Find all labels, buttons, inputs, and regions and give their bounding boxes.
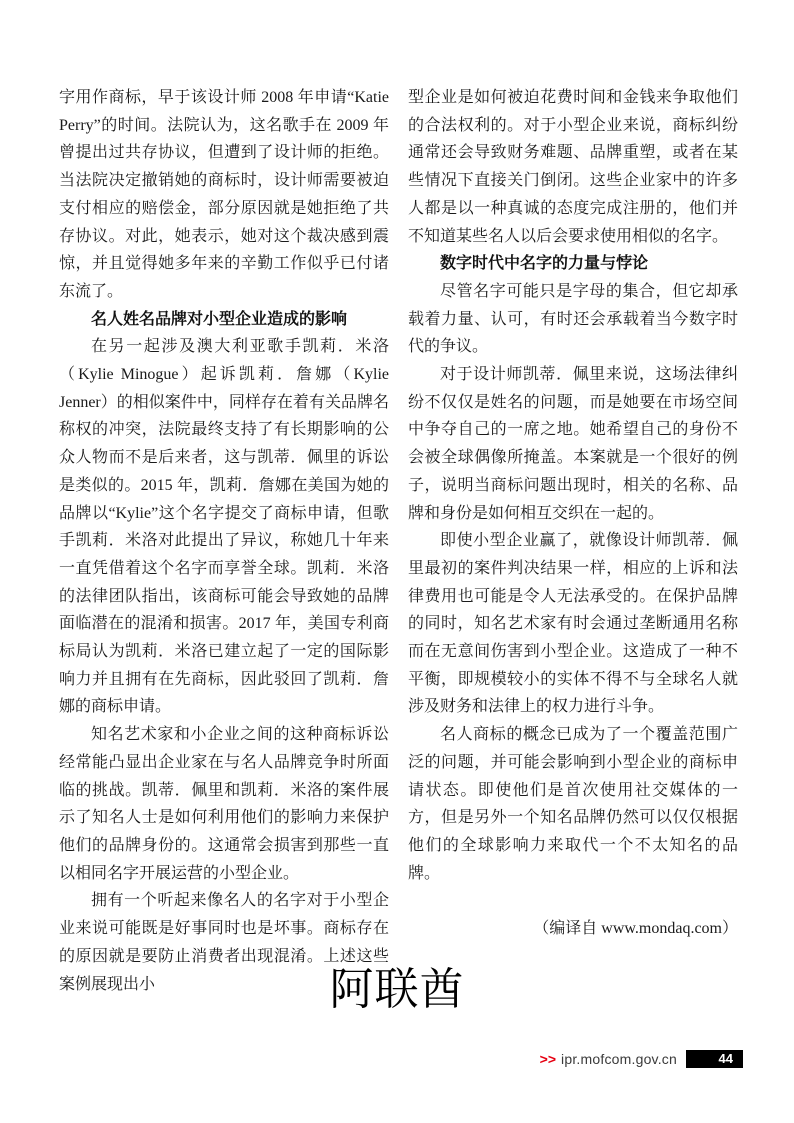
article-paragraph: （编译自 www.mondaq.com）: [533, 920, 738, 938]
left-column: [59, 84, 389, 998]
article-paragraph: 拥有一个听起来像名人的名字对于小型企业来说可能既是好事同时也是坏事。商标存在的原因就是要防止消费者出现混淆。上述这些案例展现出小: [59, 892, 389, 993]
article-paragraph: 名人商标的概念已成为了一个覆盖范围广泛的问题，并可能会影响到小型企业的商标申请状态。即使他们是首次使用社交媒体的一方，但是另外一个知名品牌仍然可以仅仅根据他们的全球影响力来取代一个不太知名的品牌。: [408, 726, 738, 882]
article-paragraph: 字用作商标，早于该设计师 2008 年申请“Katie Perry”的时间。法院认为，这名歌手在 2009 年曾提出过共存协议，但遭到了设计师的拒绝。当法院决定撤销她的商标时，设计师需要被迫支付相应的赔偿金，部分原因就是她拒绝了共存协议。对此，她表示，她对这个裁决感到震惊，并且觉得她多年来的辛勤工作似乎已付诸东流了。: [59, 89, 389, 300]
footer-url: ipr.mofcom.gov.cn: [561, 1051, 677, 1067]
page-number-badge: 44: [686, 1050, 743, 1068]
article-paragraph: 在另一起涉及澳大利亚歌手凯莉．米洛（Kylie Minogue）起诉凯莉．詹娜（Kylie Jenner）的相似案件中，同样存在着有关品牌名称权的冲突，法院最终支持了有长期影响的公众人物而不是后来者，这与凯蒂．佩里的诉讼是类似的。2015 年，凯莉．詹娜在美国为她的品牌以“Kylie”这个名字提交了商标申请，但歌手凯莉．米洛对此提出了异议，称她几十年来一直凭借着这个名字而享誉全球。凯莉．米洛的法律团队指出，该商标可能会导致她的品牌面临潜在的混淆和损害。2017 年，美国专利商标局认为凯莉．米洛已建立起了一定的国际影响力并且拥有在先商标，因此驳回了凯莉．詹娜的商标申请。: [59, 338, 389, 716]
article-paragraph: 对于设计师凯蒂．佩里来说，这场法律纠纷不仅仅是姓名的问题，而是她要在市场空间中争夺自己的一席之地。她希望自己的身份不会被全球偶像所掩盖。本案就是一个很好的例子，说明当商标问题出现时，相关的名称、品牌和身份是如何相互交织在一起的。: [408, 366, 738, 522]
chevron-right-icon: >>: [539, 1051, 557, 1067]
article-paragraph: 尽管名字可能只是字母的集合，但它却承载着力量、认可，有时还会承载着当今数字时代的争议。: [408, 282, 738, 356]
article-paragraph: 即使小型企业赢了，就像设计师凯蒂．佩里最初的案件判决结果一样，相应的上诉和法律费用也可能是令人无法承受的。在保护品牌的同时，知名艺术家有时会通过垄断通用名称而在无意间伤害到小型企业。这造成了一种不平衡，即规模较小的实体不得不与全球名人就涉及财务和法律上的权力进行斗争。: [408, 532, 738, 716]
section-title: 阿联酋: [329, 965, 465, 1014]
article-body: [59, 84, 738, 998]
page-footer: [540, 1050, 743, 1068]
article-paragraph: 型企业是如何被迫花费时间和金钱来争取他们的合法权利的。对于小型企业来说，商标纠纷通常还会导致财务难题、品牌重塑，或者在某些情况下直接关门倒闭。这些企业家中的许多人都是以一种真诚的态度完成注册的，他们并不知道某些名人以后会要求使用相似的名字。: [408, 89, 738, 245]
article-paragraph: 知名艺术家和小企业之间的这种商标诉讼经常能凸显出企业家在与名人品牌竞争时所面临的挑战。凯蒂．佩里和凯莉．米洛的案件展示了知名人士是如何利用他们的影响力来保护他们的品牌身份的。这通常会损害到那些一直以相同名字开展运营的小型企业。: [59, 726, 389, 882]
article-subheading: 名人姓名品牌对小型企业造成的影响: [91, 310, 348, 328]
right-column: [408, 84, 738, 998]
article-subheading: 数字时代中名字的力量与悖论: [440, 255, 649, 273]
